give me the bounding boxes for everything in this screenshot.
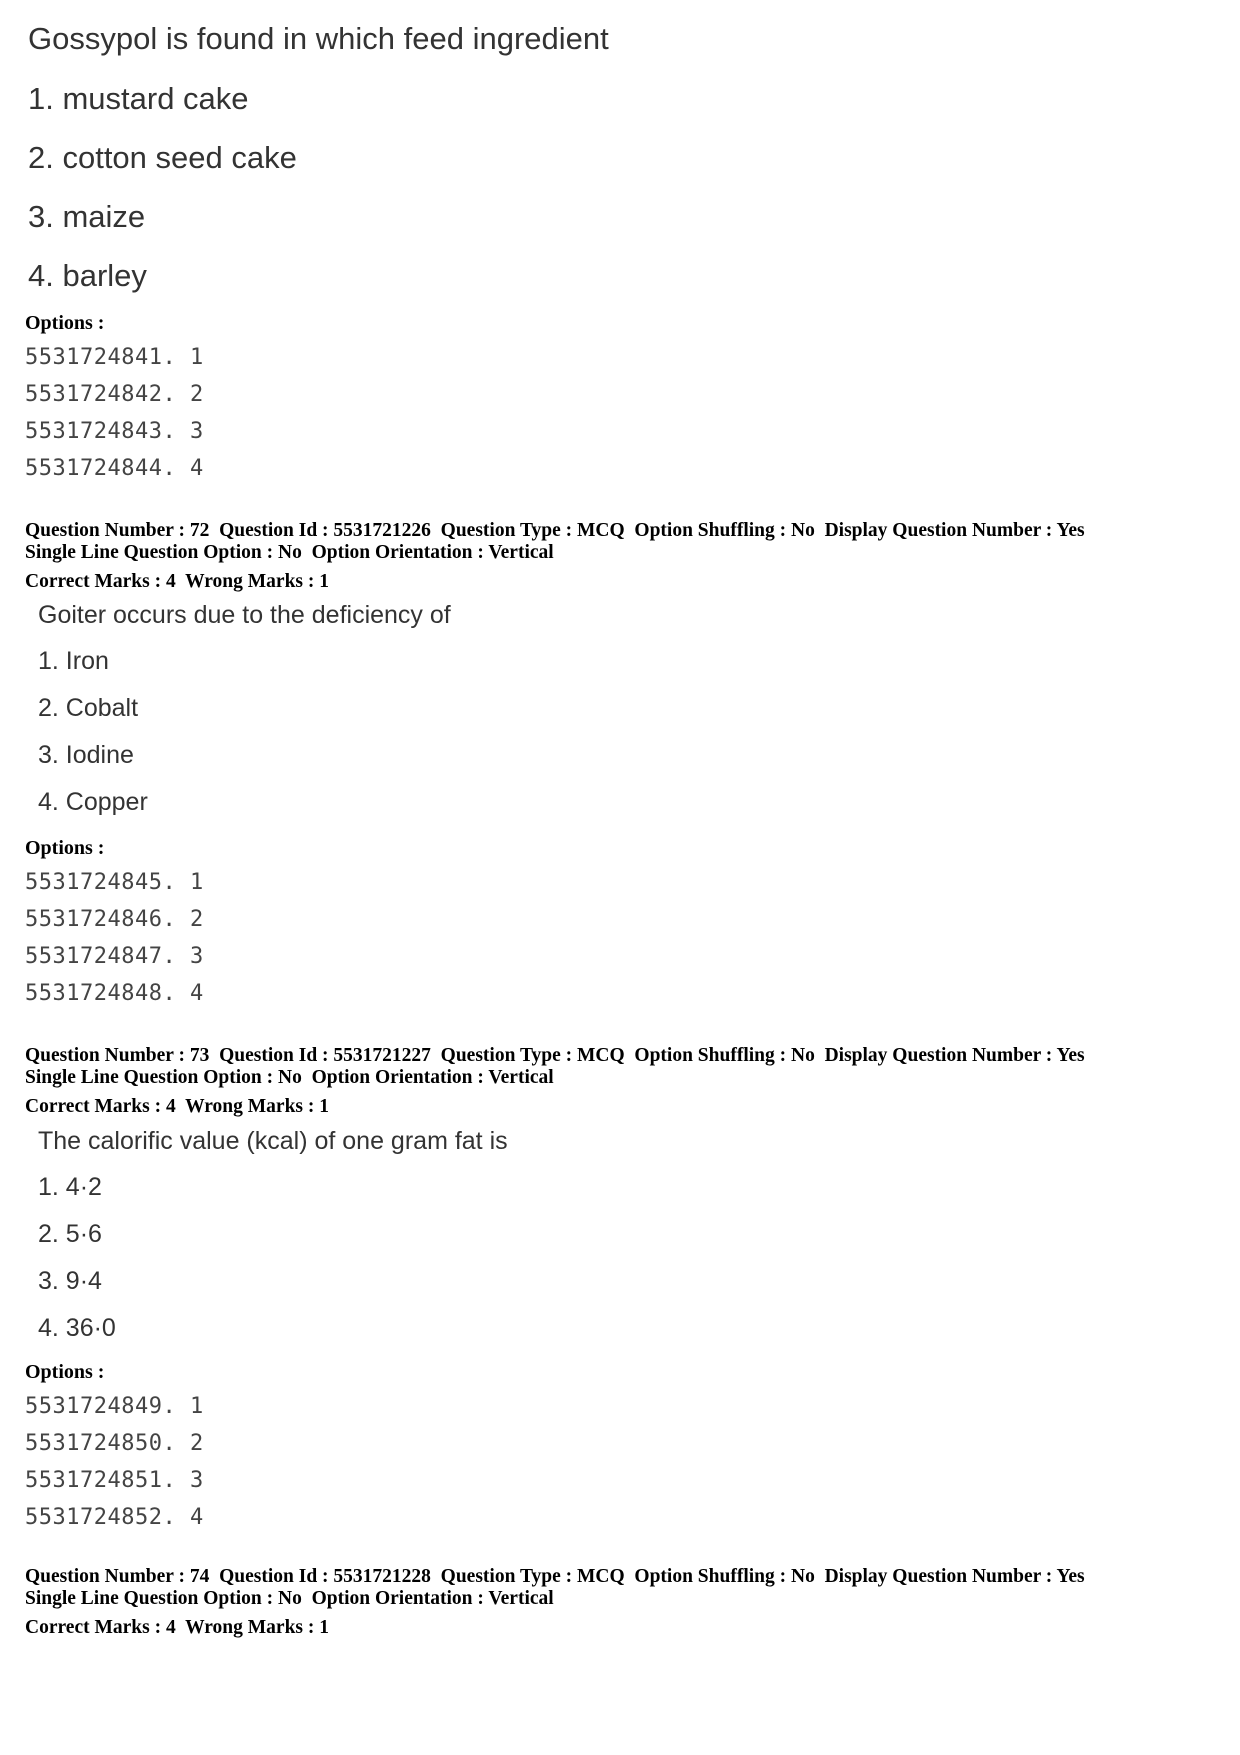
question-73-image	[38, 1124, 508, 1358]
question-73-stem: The calorific value (kcal) of one gram fat is	[38, 1127, 508, 1155]
question-71-image	[28, 18, 609, 314]
question-73-choice-1: 1. 4·2	[38, 1173, 102, 1201]
option-id-row: 5531724849. 1	[25, 1394, 204, 1419]
question-74-metadata	[25, 1566, 1225, 1639]
question-73-metadata	[25, 1045, 1225, 1118]
question-marks: Correct Marks : 4 Wrong Marks : 1	[25, 1096, 330, 1117]
question-72-choice-1: 1. Iron	[38, 647, 109, 675]
question-73-choice-4: 4. 36·0	[38, 1314, 116, 1342]
question-meta-line: Question Number : 74 Question Id : 5531721228 Question Type : MCQ Option Shuffling : No Display Question Number : Yes	[25, 1566, 1085, 1587]
question-marks: Correct Marks : 4 Wrong Marks : 1	[25, 571, 330, 592]
options-label: Options :	[25, 312, 105, 334]
question-71-choice-1: 1. mustard cake	[28, 81, 249, 116]
option-id-row: 5531724846. 2	[25, 907, 204, 932]
question-meta-line: Single Line Question Option : No Option Orientation : Vertical	[25, 1067, 554, 1088]
question-72-metadata	[25, 520, 1225, 593]
options-label: Options :	[25, 837, 105, 859]
question-72-choice-2: 2. Cobalt	[38, 694, 139, 722]
option-id-row: 5531724852. 4	[25, 1505, 204, 1530]
options-label: Options :	[25, 1361, 105, 1383]
question-marks: Correct Marks : 4 Wrong Marks : 1	[25, 1617, 330, 1638]
option-id-row: 5531724844. 4	[25, 456, 204, 481]
question-71-choice-4: 4. barley	[28, 258, 147, 293]
option-id-row: 5531724841. 1	[25, 345, 204, 370]
question-meta-line: Single Line Question Option : No Option Orientation : Vertical	[25, 1588, 554, 1609]
question-71-choice-2: 2. cotton seed cake	[28, 140, 297, 175]
question-71-options	[25, 311, 204, 487]
option-id-row: 5531724848. 4	[25, 981, 204, 1006]
question-72-choice-3: 3. Iodine	[38, 741, 134, 769]
option-id-row: 5531724851. 3	[25, 1468, 204, 1493]
option-id-row: 5531724842. 2	[25, 382, 204, 407]
option-id-row: 5531724845. 1	[25, 870, 204, 895]
question-72-image	[38, 598, 451, 832]
question-73-options	[25, 1360, 204, 1536]
question-meta-line: Question Number : 72 Question Id : 5531721226 Question Type : MCQ Option Shuffling : No Display Question Number : Yes	[25, 520, 1085, 541]
question-72-stem: Goiter occurs due to the deficiency of	[38, 601, 451, 629]
question-71-choice-3: 3. maize	[28, 199, 146, 234]
question-meta-line: Single Line Question Option : No Option Orientation : Vertical	[25, 542, 554, 563]
question-meta-line: Question Number : 73 Question Id : 5531721227 Question Type : MCQ Option Shuffling : No Display Question Number : Yes	[25, 1045, 1085, 1066]
question-73-choice-2: 2. 5·6	[38, 1220, 102, 1248]
option-id-row: 5531724850. 2	[25, 1431, 204, 1456]
question-73-choice-3: 3. 9·4	[38, 1267, 102, 1295]
question-72-choice-4: 4. Copper	[38, 788, 148, 816]
option-id-row: 5531724847. 3	[25, 944, 204, 969]
question-72-options	[25, 836, 204, 1012]
option-id-row: 5531724843. 3	[25, 419, 204, 444]
question-71-stem: Gossypol is found in which feed ingredient	[28, 21, 609, 56]
